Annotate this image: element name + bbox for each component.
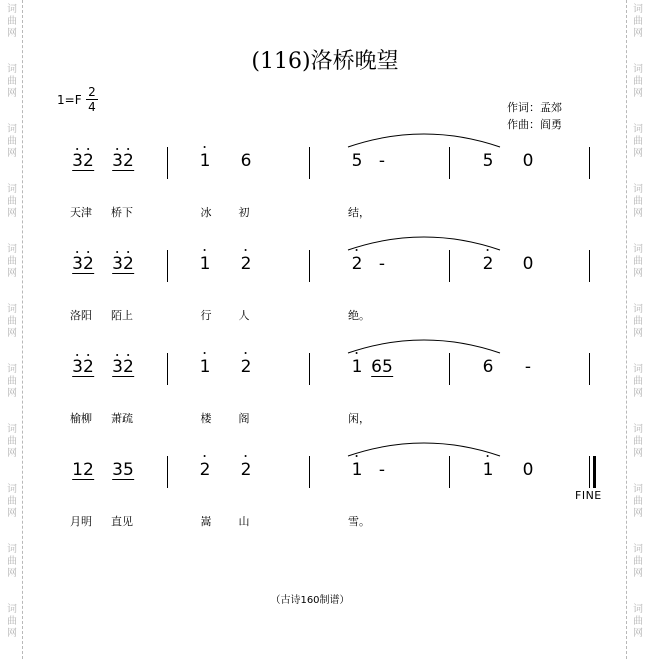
lyricist-credit: 作词：孟郊 [507,101,562,114]
watermark-char: 网 [7,388,17,399]
watermark-char: 词 [7,604,17,615]
note: - [378,151,386,171]
note: 2 [240,254,252,274]
note: 2 [482,254,494,274]
slur [348,443,500,456]
watermark-char: 网 [7,208,17,219]
note: 2 [240,460,252,480]
lyric: 山 [238,515,250,528]
watermark-char: 词 [7,424,17,435]
watermark-char: 曲 [633,376,643,387]
watermark-char: 词 [7,304,17,315]
watermark-char: 词 [633,484,643,495]
note: 32 [112,357,134,377]
fine-mark: FINE [575,489,602,502]
watermark-char: 词 [633,124,643,135]
composer-credit: 作曲：阎勇 [507,118,562,131]
watermark-char: 曲 [633,556,643,567]
watermark-char: 曲 [633,16,643,27]
watermark-char: 词 [633,544,643,555]
watermark-char: 曲 [633,316,643,327]
watermark-char: 词 [7,544,17,555]
lyric: 行 [200,309,212,322]
watermark-char: 网 [7,88,17,99]
watermark-char: 词 [633,424,643,435]
note: 32 [112,151,134,171]
watermark-char: 曲 [633,196,643,207]
watermark-char: 词 [7,364,17,375]
watermark-char: 网 [7,328,17,339]
lyric: 阁 [238,412,250,425]
lyric: 冰 [200,206,212,219]
watermark-char: 曲 [7,256,17,267]
watermark-char: 网 [7,148,17,159]
slur [348,340,500,353]
note: 1 [351,460,363,480]
time-denominator: 4 [88,100,96,114]
watermark-char: 曲 [7,616,17,627]
watermark-char: 词 [7,4,17,15]
watermark-char: 曲 [633,76,643,87]
page-title: (116)洛桥晚望 [251,49,399,74]
watermark-char: 曲 [7,136,17,147]
watermark-char: 曲 [633,616,643,627]
watermark-char: 网 [7,28,17,39]
note: 2 [199,460,211,480]
watermark-char: 网 [633,88,643,99]
note: 65 [371,357,393,377]
lyric: 直见 [111,515,133,528]
watermark-char: 网 [7,508,17,519]
note: 35 [112,460,134,480]
note: 1 [199,254,211,274]
lyric: 楼 [200,412,212,425]
note: 5 [351,151,363,171]
watermark-char: 曲 [7,436,17,447]
watermark-char: 网 [633,448,643,459]
note: 0 [522,151,534,171]
note: - [378,254,386,274]
watermark-char: 网 [7,568,17,579]
note: 32 [112,254,134,274]
watermark-char: 曲 [7,76,17,87]
note: 32 [72,357,94,377]
lyric: 桥下 [111,206,133,219]
note: 5 [482,151,494,171]
footer-note: （古诗160制谱） [270,595,350,606]
note: 32 [72,151,94,171]
lyric: 人 [238,309,250,322]
lyric: 洛阳 [70,309,92,322]
watermark-char: 词 [7,244,17,255]
lyric: 陌上 [111,309,133,322]
lyric: 初 [238,206,250,219]
lyric: 闲， [348,412,370,425]
watermark-char: 网 [633,508,643,519]
lyric: 榆柳 [70,412,92,425]
watermark-char: 曲 [633,256,643,267]
note: 6 [240,151,252,171]
note: - [524,357,532,377]
watermark-char: 网 [633,328,643,339]
lyric: 嵩 [200,515,212,528]
watermark-char: 网 [633,148,643,159]
watermark-char: 词 [633,604,643,615]
note: 12 [72,460,94,480]
note: 2 [351,254,363,274]
lyric: 月明 [70,515,92,528]
watermark-char: 曲 [7,556,17,567]
lyric: 雪。 [348,515,370,528]
watermark-char: 词 [7,484,17,495]
lyric: 天津 [70,206,92,219]
key-signature: 1=F [57,93,82,107]
note: 1 [199,357,211,377]
watermark-char: 网 [633,208,643,219]
watermark-char: 曲 [7,16,17,27]
watermark-char: 曲 [633,496,643,507]
note: 0 [522,254,534,274]
watermark-char: 网 [7,448,17,459]
watermark-char: 词 [633,184,643,195]
watermark-char: 网 [633,388,643,399]
watermark-char: 网 [633,268,643,279]
lyric: 萧疏 [111,412,133,425]
note: 1 [351,357,363,377]
watermark-char: 网 [633,628,643,639]
watermark-char: 曲 [7,496,17,507]
watermark-char: 词 [7,184,17,195]
watermark-char: 网 [7,628,17,639]
watermark-char: 词 [7,64,17,75]
note: 2 [240,357,252,377]
watermark-char: 词 [633,4,643,15]
slur [348,134,500,147]
watermark-char: 曲 [7,376,17,387]
note: 32 [72,254,94,274]
watermark-char: 曲 [7,316,17,327]
note: 1 [199,151,211,171]
watermark-char: 网 [7,268,17,279]
note: - [378,460,386,480]
note: 0 [522,460,534,480]
watermark-char: 曲 [7,196,17,207]
slur [348,237,500,250]
watermark-char: 词 [633,244,643,255]
time-numerator: 2 [88,85,96,99]
lyric: 绝。 [348,309,370,322]
watermark-char: 词 [633,64,643,75]
watermark-char: 网 [633,568,643,579]
watermark-char: 曲 [633,136,643,147]
note: 1 [482,460,494,480]
watermark-char: 词 [633,364,643,375]
watermark-char: 曲 [633,436,643,447]
watermark-char: 词 [633,304,643,315]
watermark-char: 词 [7,124,17,135]
note: 6 [482,357,494,377]
lyric: 结， [348,206,370,219]
watermark-char: 网 [633,28,643,39]
